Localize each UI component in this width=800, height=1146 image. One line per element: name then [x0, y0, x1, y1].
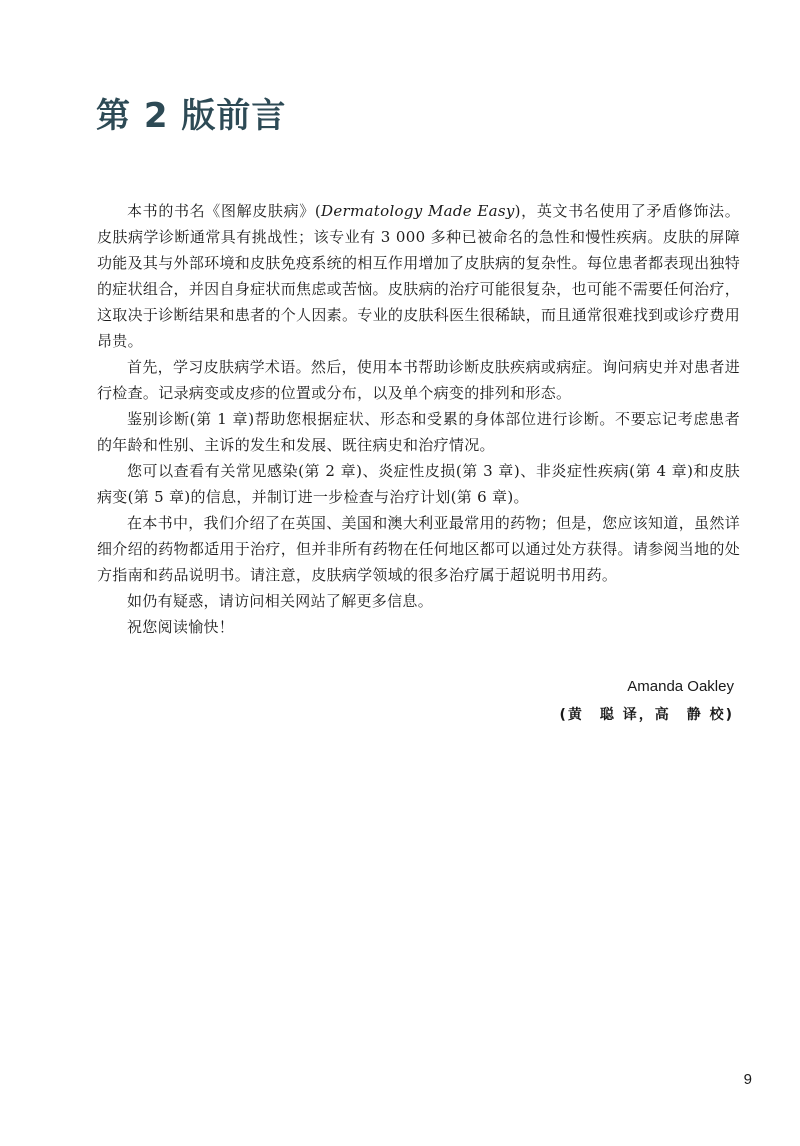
paragraph-2: 首先，学习皮肤病学术语。然后，使用本书帮助诊断皮肤疾病或病症。询问病史并对患者进行检查。记录病变或皮疹的位置或分布，以及单个病变的排列和形态。 — [97, 358, 740, 402]
page-title: 第 2 版前言 — [96, 96, 287, 136]
paragraph-1-after: )，英文书名使用了矛盾修饰法。皮肤病学诊断通常具有挑战性；该专业有 3 000 多种已被命名的急性和慢性疾病。皮肤的屏障功能及其与外部环境和皮肤免疫系统的相互作用增加了皮肤病的复杂性。每位患者都表现出独特的症状组合，并因自身症状而焦虑或苦恼。皮肤病的治疗可能很复杂，也可能不需要任何治疗，这取决于诊断结果和患者的个人因素。专业的皮肤科医生很稀缺，而且通常很难找到或诊疗费用昂贵。 — [97, 202, 741, 350]
book-english-title: Dermatology Made Easy — [321, 202, 515, 220]
paragraph-6: 如仍有疑惑，请访问相关网站了解更多信息。 — [127, 592, 434, 610]
page-number: 9 — [743, 1071, 752, 1088]
paragraph-5: 在本书中，我们介绍了在英国、美国和澳大利亚最常用的药物；但是，您应该知道，虽然详细介绍的药物都适用于治疗，但并非所有药物在任何地区都可以通过处方获得。请参阅当地的处方指南和药品说明书。请注意，皮肤病学领域的很多治疗属于超说明书用药。 — [97, 514, 740, 584]
paragraph-4: 您可以查看有关常见感染(第 2 章)、炎症性皮损(第 3 章)、非炎症性疾病(第 4 章)和皮肤病变(第 5 章)的信息，并制订进一步检查与治疗计划(第 6 章)。 — [97, 462, 740, 506]
paragraph-3: 鉴别诊断(第 1 章)帮助您根据症状、形态和受累的身体部位进行诊断。不要忘记考虑患者的年龄和性别、主诉的发生和发展、既往病史和治疗情况。 — [97, 410, 740, 454]
preface-body — [97, 198, 740, 640]
paragraph-7: 祝您阅读愉快！ — [127, 618, 235, 636]
signature-block — [559, 676, 734, 726]
translator-credit: (黄 聪 译，高 静 校) — [559, 707, 734, 723]
author-name: Amanda Oakley — [627, 678, 734, 695]
paragraph-1 — [97, 198, 740, 354]
paragraph-1-before: 本书的书名《图解皮肤病》( — [127, 202, 322, 220]
